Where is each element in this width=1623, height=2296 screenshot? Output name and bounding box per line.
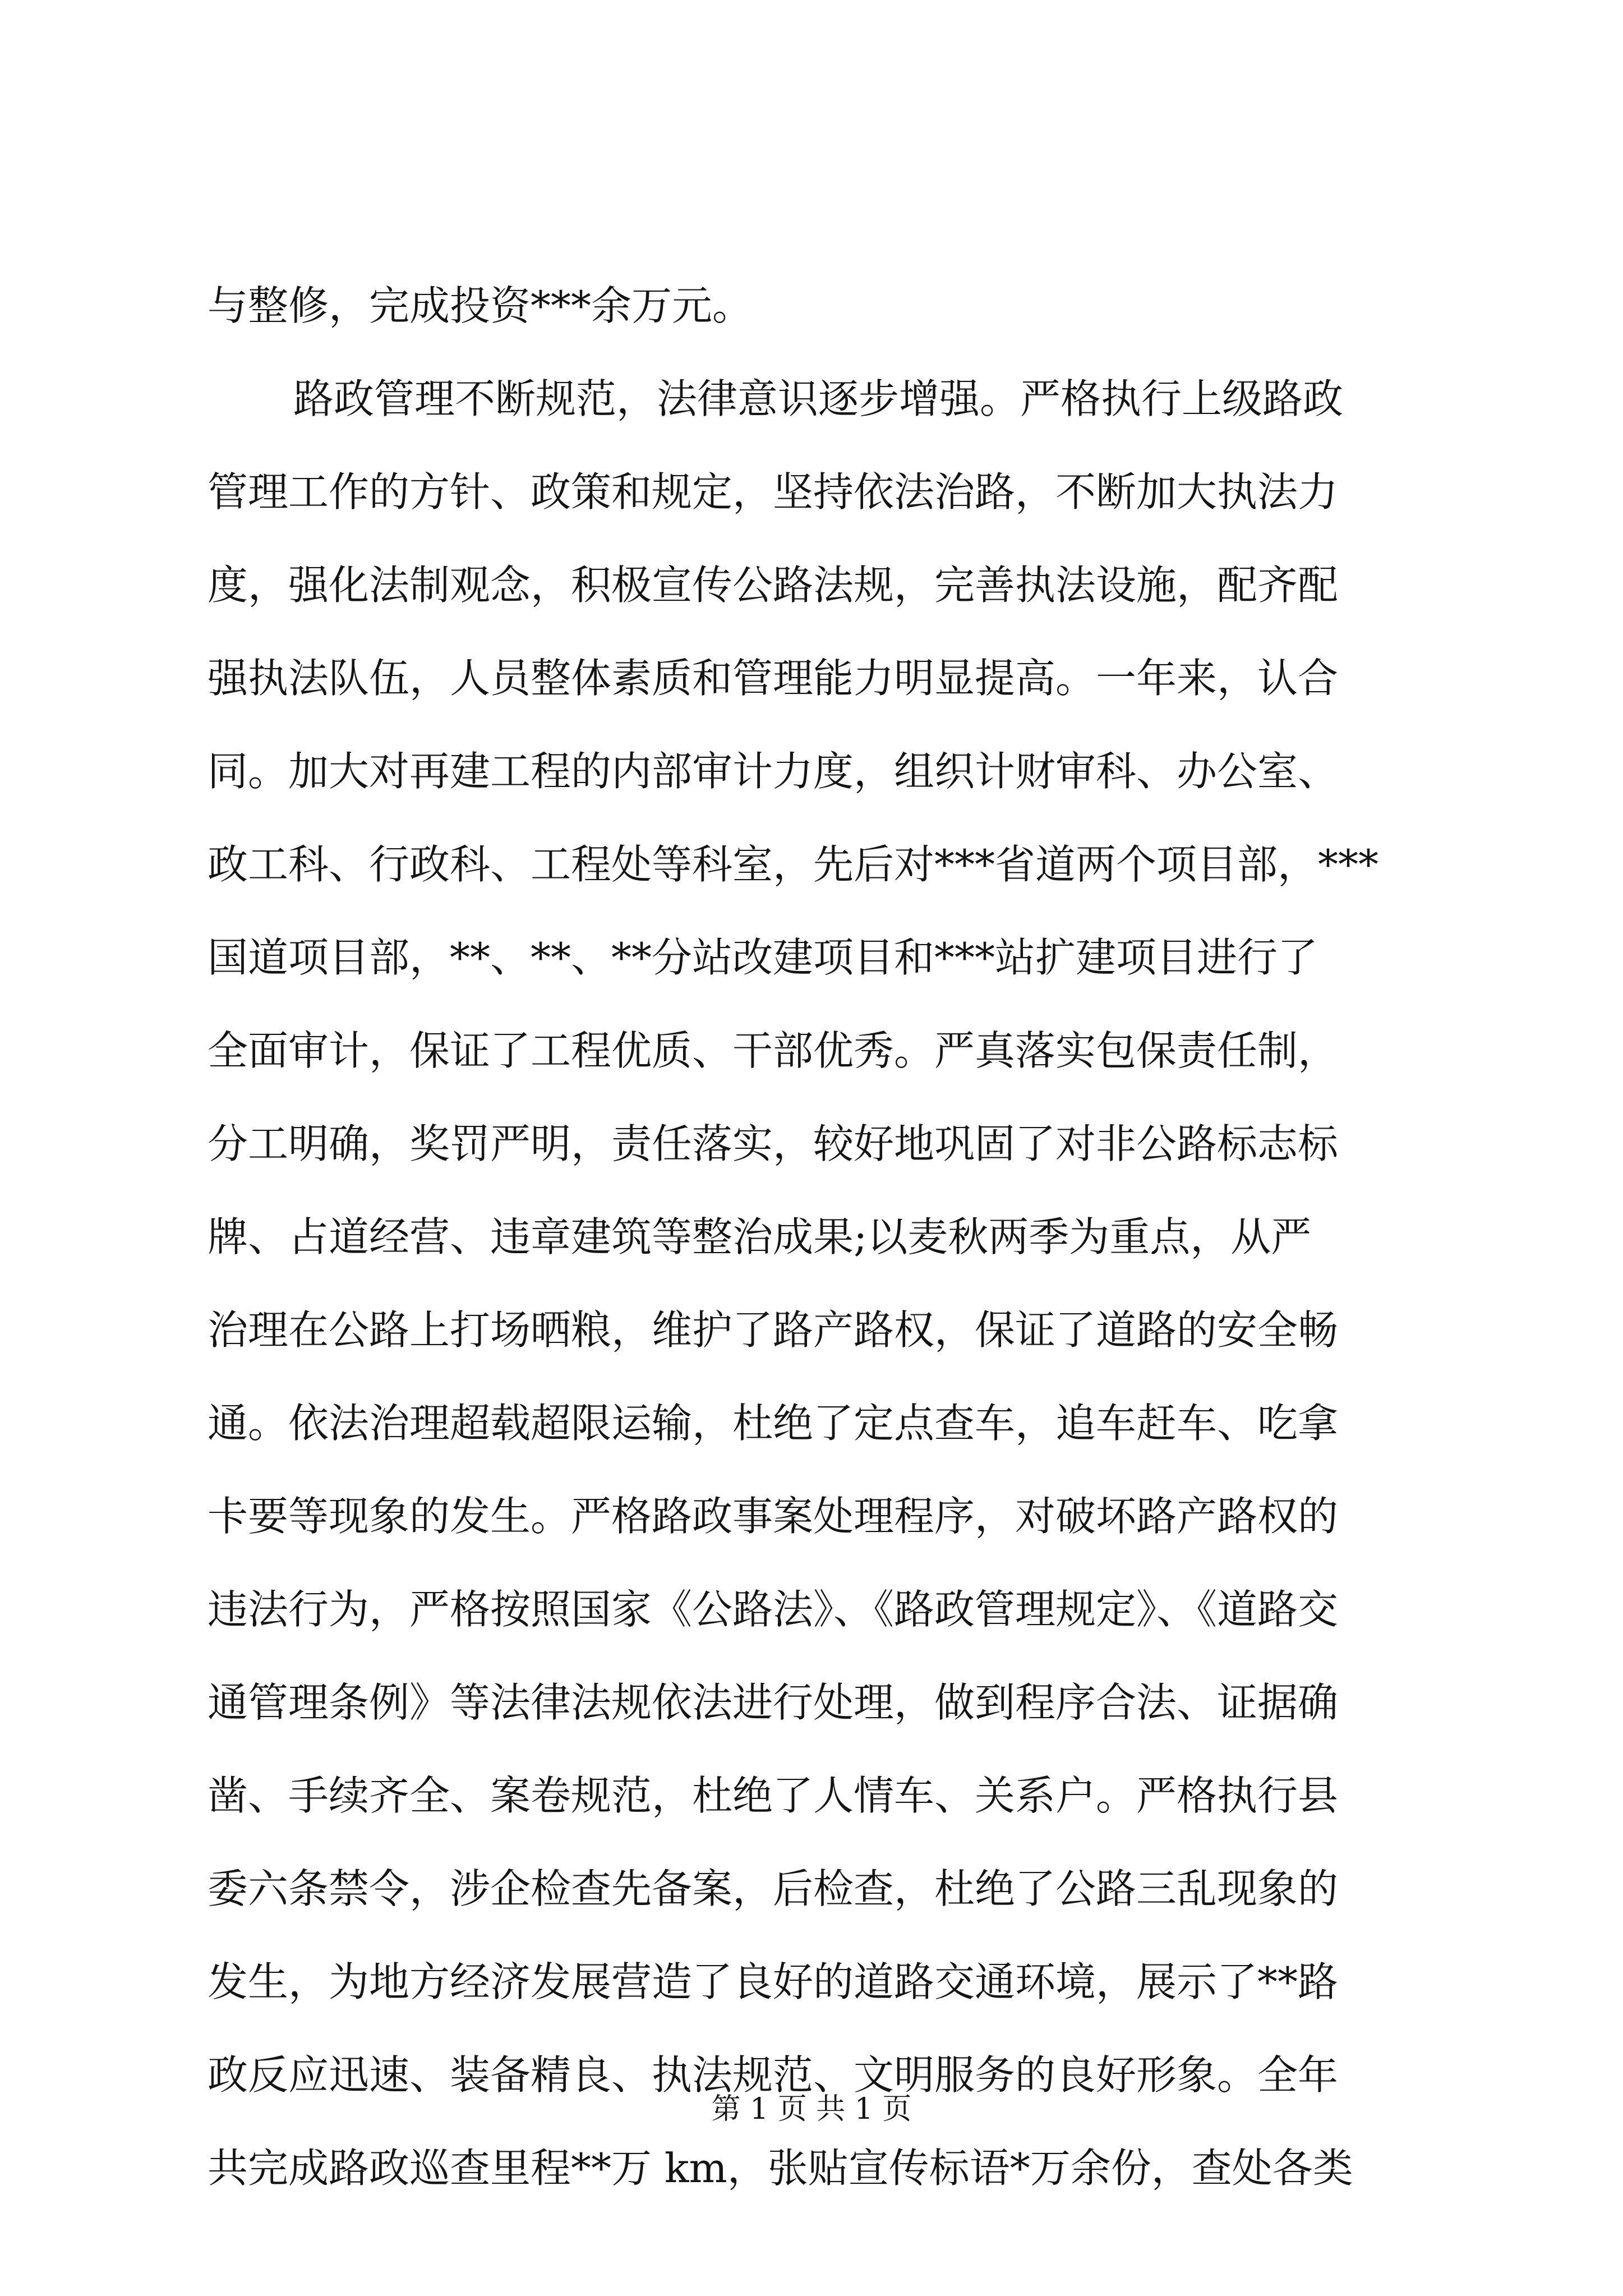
text-line: 发生，为地方经济发展营造了良好的道路交通环境，展示了**路 bbox=[208, 1958, 1339, 2005]
text-line: 牌、占道经营、违章建筑等整治成果;以麦秋两季为重点，从严 bbox=[208, 1213, 1312, 1260]
text-line: 同。加大对再建工程的内部审计力度，组织计财审科、办公室、 bbox=[208, 748, 1339, 795]
text-line: 强执法队伍，人员整体素质和管理能力明显提高。一年来，认合 bbox=[208, 655, 1339, 702]
text-line: 治理在公路上打场晒粮，维护了路产路权，保证了道路的安全畅 bbox=[208, 1306, 1339, 1354]
text-line: 全面审计，保证了工程优质、干部优秀。严真落实包保责任制， bbox=[208, 1027, 1339, 1074]
paragraph-first-line: 路政管理不断规范，法律意识逐步增强。严格执行上级路政 bbox=[293, 375, 1344, 422]
text-line: 分工明确，奖罚严明，责任落实，较好地巩固了对非公路标志标 bbox=[208, 1120, 1339, 1167]
text-line: 管理工作的方针、政策和规定，坚持依法治路，不断加大执法力 bbox=[208, 468, 1339, 516]
text-line: 与整修，完成投资***余万元。 bbox=[208, 282, 753, 329]
text-line: 共完成路政巡查里程**万 km，张贴宣传标语*万余份，查处各类 bbox=[208, 2145, 1353, 2192]
text-line: 通管理条例》等法律法规依法进行处理，做到程序合法、证据确 bbox=[208, 1679, 1339, 1726]
text-line: 度，强化法制观念，积极宣传公路法规，完善执法设施，配齐配 bbox=[208, 562, 1339, 609]
page-number-footer: 第 1 页 共 1 页 bbox=[711, 2092, 912, 2126]
text-line: 通。依法治理超载超限运输，杜绝了定点查车，追车赶车、吃拿 bbox=[208, 1400, 1339, 1447]
text-line: 凿、手续齐全、案卷规范，杜绝了人情车、关系户。严格执行县 bbox=[208, 1772, 1339, 1819]
text-line: 委六条禁令，涉企检查先备案，后检查，杜绝了公路三乱现象的 bbox=[208, 1865, 1339, 1912]
text-line: 卡要等现象的发生。严格路政事案处理程序，对破坏路产路权的 bbox=[208, 1493, 1339, 1540]
text-line: 政反应迅速、装备精良、执法规范、文明服务的良好形象。全年 bbox=[208, 2051, 1339, 2099]
text-line: 政工科、行政科、工程处等科室，先后对***省道两个项目部，*** bbox=[208, 841, 1379, 888]
document-body bbox=[208, 259, 1422, 2215]
text-line: 国道项目部，**、**、**分站改建项目和***站扩建项目进行了 bbox=[208, 934, 1318, 981]
text-line: 违法行为，严格按照国家《公路法》、《路政管理规定》、《道路交 bbox=[208, 1586, 1339, 1633]
